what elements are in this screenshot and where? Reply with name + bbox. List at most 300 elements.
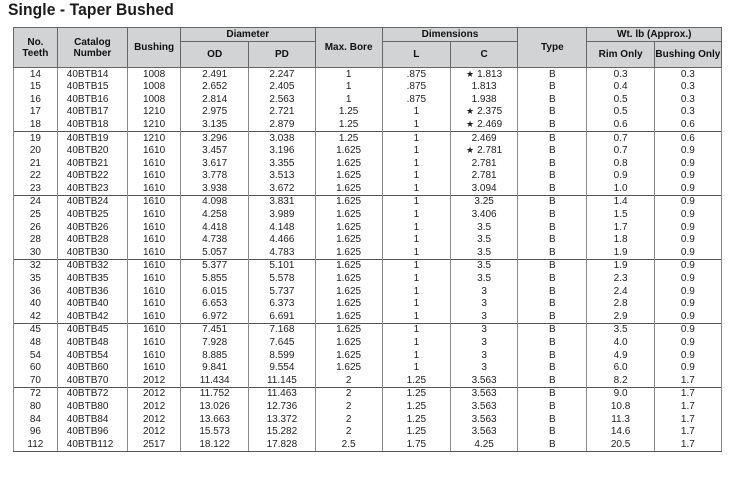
cell-pd: [249, 310, 315, 323]
cell-max-bore: [315, 221, 382, 234]
table-row: [14, 349, 722, 362]
table-row: [14, 246, 722, 259]
table-row: [14, 374, 722, 387]
cell-c: [450, 81, 517, 94]
cell-catalog-number-value: 40BTB35: [66, 273, 109, 285]
cell-catalog-number-value: 40BTB21: [66, 157, 109, 169]
cell-bushing-only: [654, 68, 721, 81]
cell-max-bore-value: 1.625: [336, 182, 362, 194]
cell-teeth-value: 112: [27, 438, 44, 450]
cell-type-value: B: [549, 118, 556, 130]
cell-rim-only-value: 2.9: [613, 310, 628, 322]
cell-type-value: B: [549, 337, 556, 349]
cell-bushing-only-value: 0.9: [680, 310, 695, 322]
cell-bushing-only: [654, 387, 721, 400]
cell-teeth-value: 35: [29, 273, 41, 285]
cell-max-bore: [315, 81, 382, 94]
cell-rim-only-value: 9.0: [613, 388, 628, 400]
cell-pd-value: 11.463: [266, 388, 297, 400]
cell-l-value: 1: [413, 196, 420, 208]
cell-c: [450, 273, 517, 286]
cell-bushing-only-value: 0.9: [680, 324, 695, 336]
cell-bushing-only: [654, 259, 721, 272]
header-bushing-only: Bushing Only: [654, 42, 721, 68]
cell-c-value: 1.938: [471, 93, 497, 105]
table-row: [14, 234, 722, 247]
cell-rim-only: [587, 362, 654, 375]
cell-catalog-number: [57, 336, 127, 349]
cell-catalog-number: [57, 400, 127, 413]
cell-type-value: B: [549, 310, 556, 322]
cell-bushing-only: [654, 81, 721, 94]
cell-pd-value: 3.038: [269, 132, 295, 144]
cell-pd: [249, 234, 315, 247]
cell-od: [181, 285, 249, 298]
cell-catalog-number-value: 40BTB14: [66, 68, 109, 80]
cell-type-value: B: [549, 106, 556, 118]
cell-c: [450, 182, 517, 195]
cell-l: [382, 68, 450, 81]
cell-l: [382, 145, 450, 158]
cell-od: [181, 349, 249, 362]
cell-l: [382, 93, 450, 106]
cell-bushing-value: 2012: [142, 426, 166, 438]
cell-max-bore: [315, 285, 382, 298]
cell-pd: [249, 285, 315, 298]
cell-rim-only: [587, 259, 654, 272]
cell-type-value: B: [549, 349, 556, 361]
cell-max-bore: [315, 209, 382, 222]
cell-max-bore-value: 1.625: [336, 285, 362, 297]
cell-od: [181, 374, 249, 387]
cell-bushing-only-value: 0.9: [680, 145, 695, 157]
cell-max-bore-value: 1.625: [336, 362, 362, 374]
cell-type: [518, 426, 587, 439]
table-row: [14, 145, 722, 158]
cell-bushing: [128, 157, 181, 170]
cell-bushing-value: 1210: [142, 132, 166, 144]
cell-bushing-value: 1610: [142, 234, 166, 246]
cell-l-value: 1: [413, 349, 420, 361]
cell-bushing-value: 1610: [142, 310, 166, 322]
cell-catalog-number: [57, 259, 127, 272]
cell-c: [450, 323, 517, 336]
cell-teeth-value: 23: [29, 182, 41, 194]
cell-type: [518, 68, 587, 81]
cell-rim-only-value: 1.5: [613, 209, 628, 221]
cell-pd: [249, 400, 315, 413]
cell-bushing-only: [654, 106, 721, 119]
table-row: [14, 362, 722, 375]
header-type: Type: [518, 28, 587, 68]
cell-od-value: 6.015: [202, 285, 228, 297]
cell-type-value: B: [549, 209, 556, 221]
cell-teeth: [14, 273, 58, 286]
cell-od: [181, 438, 249, 451]
cell-c-value: 3.563: [471, 388, 497, 400]
cell-od-value: 2.652: [202, 81, 228, 93]
cell-max-bore: [315, 68, 382, 81]
cell-c-value: 3: [481, 349, 487, 361]
cell-max-bore-value: 1.625: [336, 221, 362, 233]
cell-catalog-number-value: 40BTB84: [66, 413, 109, 425]
cell-pd-value: 12.736: [266, 400, 298, 412]
cell-rim-only: [587, 81, 654, 94]
cell-bushing-only-value: 0.9: [680, 170, 695, 182]
cell-l-value: 1: [413, 260, 420, 272]
cell-catalog-number-value: 40BTB23: [66, 182, 109, 194]
cell-pd: [249, 362, 315, 375]
cell-catalog-number: [57, 170, 127, 183]
cell-od-value: 5.377: [202, 260, 228, 272]
cell-type-value: B: [549, 68, 556, 80]
cell-l: [382, 209, 450, 222]
cell-l-value: 1: [413, 273, 420, 285]
cell-max-bore: [315, 387, 382, 400]
cell-bushing: [128, 106, 181, 119]
cell-bushing-only-value: 0.9: [680, 260, 695, 272]
cell-teeth-value: 16: [29, 93, 41, 105]
cell-l-value: 1: [413, 170, 420, 182]
cell-max-bore: [315, 413, 382, 426]
cell-od-value: 3.135: [202, 118, 228, 130]
cell-bushing-only-value: 0.9: [680, 349, 695, 361]
cell-c: [450, 349, 517, 362]
cell-teeth: [14, 68, 58, 81]
cell-rim-only-value: 10.8: [610, 400, 631, 412]
cell-c: [450, 298, 517, 311]
cell-type: [518, 234, 587, 247]
cell-type: [518, 438, 587, 451]
cell-teeth: [14, 209, 58, 222]
cell-type: [518, 157, 587, 170]
cell-max-bore: [315, 438, 382, 451]
table-row: [14, 209, 722, 222]
cell-max-bore-value: 1.625: [336, 246, 362, 258]
cell-max-bore: [315, 145, 382, 158]
cell-c: [450, 259, 517, 272]
cell-max-bore: [315, 170, 382, 183]
cell-bushing: [128, 273, 181, 286]
cell-bushing: [128, 195, 181, 208]
table-row: [14, 93, 722, 106]
cell-rim-only-value: 0.8: [613, 157, 628, 169]
cell-type: [518, 298, 587, 311]
cell-teeth: [14, 246, 58, 259]
cell-type-value: B: [549, 157, 556, 169]
cell-l: [382, 182, 450, 195]
cell-pd: [249, 387, 315, 400]
cell-bushing-only: [654, 170, 721, 183]
cell-bushing-only-value: 0.9: [680, 362, 695, 374]
cell-teeth: [14, 336, 58, 349]
cell-pd-value: 5.101: [269, 260, 295, 272]
cell-l: [382, 157, 450, 170]
cell-catalog-number: [57, 118, 127, 131]
cell-bushing: [128, 131, 181, 144]
cell-catalog-number-value: 40BTB42: [66, 310, 109, 322]
cell-type-value: B: [549, 93, 556, 105]
cell-bushing-only-value: 0.9: [680, 182, 695, 194]
cell-bushing-value: 1610: [142, 157, 166, 169]
cell-bushing: [128, 298, 181, 311]
cell-l-value: 1: [413, 285, 420, 297]
cell-catalog-number: [57, 387, 127, 400]
cell-teeth-value: 20: [29, 145, 41, 157]
cell-pd-value: 6.691: [269, 310, 295, 322]
cell-bushing: [128, 323, 181, 336]
table-row: [14, 157, 722, 170]
cell-c: [450, 131, 517, 144]
table-row: [14, 131, 722, 144]
cell-rim-only: [587, 157, 654, 170]
cell-rim-only-value: 2.8: [613, 298, 628, 310]
cell-rim-only: [587, 336, 654, 349]
cell-l-value: .875: [406, 68, 427, 80]
cell-bushing-only: [654, 362, 721, 375]
table-header: [14, 28, 722, 68]
table-row: [14, 310, 722, 323]
cell-od: [181, 68, 249, 81]
cell-bushing: [128, 336, 181, 349]
cell-l: [382, 106, 450, 119]
cell-type-value: B: [549, 145, 556, 157]
cell-max-bore: [315, 349, 382, 362]
cell-od-value: 3.457: [202, 145, 228, 157]
cell-c-value: 1.813: [477, 68, 503, 80]
cell-rim-only: [587, 349, 654, 362]
cell-c-value: 3: [481, 337, 487, 349]
cell-teeth-value: 21: [29, 157, 41, 169]
cell-c-value: 3.563: [471, 400, 497, 412]
cell-max-bore: [315, 106, 382, 119]
cell-bushing-only: [654, 93, 721, 106]
cell-catalog-number-value: 40BTB54: [66, 349, 109, 361]
cell-bushing-only-value: 0.9: [680, 234, 695, 246]
cell-catalog-number: [57, 131, 127, 144]
cell-max-bore-value: 1.625: [336, 349, 362, 361]
cell-max-bore-value: 1: [345, 93, 352, 105]
cell-catalog-number: [57, 413, 127, 426]
cell-od: [181, 273, 249, 286]
cell-max-bore: [315, 246, 382, 259]
cell-od-value: 2.814: [202, 93, 228, 105]
cell-od-value: 3.938: [202, 182, 228, 194]
cell-catalog-number-value: 40BTB22: [66, 170, 109, 182]
cell-pd-value: 5.578: [269, 273, 295, 285]
cell-teeth-value: 19: [29, 132, 41, 144]
cell-rim-only: [587, 413, 654, 426]
cell-rim-only: [587, 234, 654, 247]
cell-l: [382, 131, 450, 144]
cell-bushing-value: 1610: [142, 337, 166, 349]
cell-rim-only: [587, 118, 654, 131]
table-row: [14, 68, 722, 81]
cell-l-value: 1: [413, 246, 420, 258]
cell-rim-only: [587, 438, 654, 451]
table-row: [14, 273, 722, 286]
cell-max-bore-value: 1.625: [336, 157, 362, 169]
cell-l-value: 1.25: [406, 426, 427, 438]
cell-rim-only-value: 0.4: [613, 81, 628, 93]
cell-teeth: [14, 145, 58, 158]
cell-pd-value: 9.554: [269, 362, 295, 374]
table-row: [14, 106, 722, 119]
cell-catalog-number-value: 40BTB36: [66, 285, 109, 297]
cell-type-value: B: [549, 81, 556, 93]
cell-type-value: B: [549, 273, 556, 285]
cell-pd: [249, 336, 315, 349]
cell-pd: [249, 118, 315, 131]
cell-rim-only-value: 14.6: [610, 426, 631, 438]
cell-od: [181, 209, 249, 222]
cell-rim-only-value: 2.4: [613, 285, 628, 297]
cell-type-value: B: [549, 438, 556, 450]
cell-teeth-value: 26: [29, 221, 41, 233]
cell-type: [518, 273, 587, 286]
cell-teeth-value: 42: [29, 310, 41, 322]
cell-bushing-only-value: 1.7: [680, 374, 695, 386]
cell-c-value: 3: [481, 324, 487, 336]
cell-teeth-value: 48: [29, 337, 41, 349]
cell-c-value: 3.5: [477, 273, 492, 285]
table-row: [14, 221, 722, 234]
cell-c-value: 3.563: [471, 374, 497, 386]
cell-teeth-value: 22: [29, 170, 41, 182]
cell-rim-only: [587, 310, 654, 323]
cell-catalog-number: [57, 273, 127, 286]
page-title: Single - Taper Bushed: [8, 0, 174, 19]
cell-rim-only-value: 1.8: [613, 234, 628, 246]
cell-bushing-only: [654, 131, 721, 144]
cell-bushing: [128, 221, 181, 234]
cell-l: [382, 374, 450, 387]
cell-od: [181, 131, 249, 144]
header-bushing: Bushing: [128, 28, 181, 68]
cell-od-value: 6.653: [202, 298, 228, 310]
cell-teeth-value: 84: [29, 413, 41, 425]
cell-od: [181, 81, 249, 94]
cell-max-bore-value: 1.25: [338, 106, 359, 118]
cell-max-bore-value: 1.625: [336, 170, 362, 182]
cell-bushing-value: 2012: [142, 388, 166, 400]
cell-l-value: .875: [406, 81, 427, 93]
cell-max-bore: [315, 195, 382, 208]
cell-bushing-only-value: 0.9: [680, 298, 695, 310]
cell-od-value: 11.434: [199, 374, 230, 386]
cell-c-value: 3.406: [471, 209, 497, 221]
cell-pd-value: 17.828: [266, 438, 298, 450]
cell-c-value: 4.25: [474, 438, 494, 450]
cell-type-value: B: [549, 182, 556, 194]
cell-od-value: 3.296: [202, 132, 228, 144]
cell-teeth: [14, 387, 58, 400]
cell-c: [450, 413, 517, 426]
cell-pd: [249, 273, 315, 286]
cell-bushing-only-value: 0.3: [680, 81, 695, 93]
cell-max-bore: [315, 323, 382, 336]
cell-pd: [249, 157, 315, 170]
cell-od: [181, 106, 249, 119]
cell-l-value: 1: [413, 234, 420, 246]
table-body: [14, 68, 722, 452]
cell-rim-only: [587, 273, 654, 286]
cell-catalog-number-value: 40BTB112: [66, 438, 114, 450]
cell-max-bore: [315, 426, 382, 439]
cell-max-bore-value: 1.625: [336, 145, 362, 157]
cell-catalog-number-value: 40BTB17: [66, 106, 109, 118]
cell-c: [450, 118, 517, 131]
star-icon: ★: [466, 118, 475, 129]
cell-max-bore-value: 2: [345, 388, 352, 400]
cell-rim-only: [587, 195, 654, 208]
cell-catalog-number: [57, 285, 127, 298]
cell-pd-value: 7.168: [269, 324, 295, 336]
cell-od-value: 3.778: [202, 170, 228, 182]
cell-c: [450, 106, 517, 119]
cell-l-value: 1: [413, 209, 420, 221]
star-icon: ★: [466, 68, 475, 79]
cell-catalog-number: [57, 195, 127, 208]
cell-teeth: [14, 81, 58, 94]
cell-bushing: [128, 234, 181, 247]
cell-type: [518, 209, 587, 222]
cell-c: [450, 310, 517, 323]
header-no-teeth: No. Teeth: [14, 28, 58, 68]
table-row: [14, 81, 722, 94]
cell-bushing: [128, 118, 181, 131]
cell-od-value: 4.098: [202, 196, 228, 208]
cell-bushing: [128, 209, 181, 222]
header-weight: Wt. lb (Approx.): [587, 28, 722, 42]
cell-teeth: [14, 362, 58, 375]
cell-c: [450, 336, 517, 349]
cell-bushing-only: [654, 221, 721, 234]
cell-max-bore: [315, 131, 382, 144]
cell-catalog-number-value: 40BTB20: [66, 145, 109, 157]
cell-rim-only-value: 1.9: [613, 246, 628, 258]
cell-od: [181, 234, 249, 247]
cell-c: [450, 400, 517, 413]
cell-l-value: 1.25: [406, 374, 427, 386]
table-row: [14, 426, 722, 439]
cell-od-value: 13.663: [199, 413, 230, 425]
cell-bushing-only-value: 0.3: [680, 68, 695, 80]
cell-catalog-number: [57, 298, 127, 311]
cell-bushing-value: 1610: [142, 324, 166, 336]
cell-od: [181, 362, 249, 375]
cell-bushing-value: 2517: [142, 438, 166, 450]
cell-c: [450, 157, 517, 170]
cell-od-value: 7.928: [202, 337, 228, 349]
cell-c: [450, 93, 517, 106]
cell-l: [382, 170, 450, 183]
cell-catalog-number-value: 40BTB96: [66, 426, 109, 438]
cell-bushing-only: [654, 157, 721, 170]
cell-type: [518, 400, 587, 413]
cell-catalog-number-value: 40BTB28: [66, 234, 109, 246]
cell-pd-value: 6.373: [269, 298, 295, 310]
cell-l: [382, 298, 450, 311]
cell-teeth: [14, 234, 58, 247]
cell-max-bore: [315, 118, 382, 131]
table-row: [14, 387, 722, 400]
cell-teeth: [14, 438, 58, 451]
cell-type: [518, 336, 587, 349]
cell-teeth-value: 60: [29, 362, 41, 374]
cell-od: [181, 310, 249, 323]
cell-od-value: 13.026: [199, 400, 230, 412]
